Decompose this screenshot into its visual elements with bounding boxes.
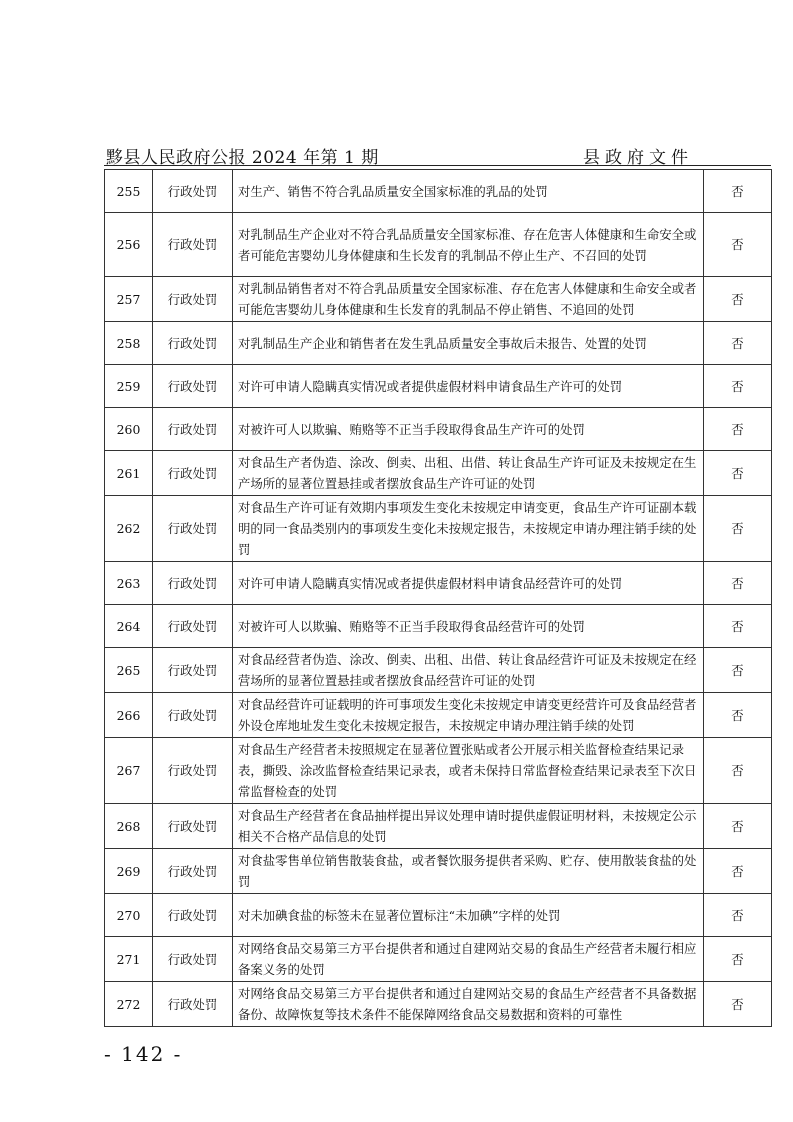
- row-category: 行政处罚: [153, 322, 233, 365]
- row-category: 行政处罚: [153, 170, 233, 213]
- row-category: 行政处罚: [153, 738, 233, 804]
- row-category: 行政处罚: [153, 849, 233, 894]
- table-row: [105, 605, 772, 648]
- row-item: 对被许可人以欺骗、贿赂等不正当手段取得食品经营许可的处罚: [233, 605, 704, 648]
- row-category: 行政处罚: [153, 982, 233, 1027]
- row-number: 257: [105, 277, 153, 322]
- row-flag: 否: [704, 277, 772, 322]
- row-number: 272: [105, 982, 153, 1027]
- row-number: 263: [105, 562, 153, 605]
- row-item: 对食品生产经营者在食品抽样提出异议处理申请时提供虚假证明材料，未按规定公示相关不合格产品信息的处罚: [233, 804, 704, 849]
- row-item: 对被许可人以欺骗、贿赂等不正当手段取得食品生产许可的处罚: [233, 408, 704, 451]
- row-flag: 否: [704, 738, 772, 804]
- row-item: 对生产、销售不符合乳品质量安全国家标准的乳品的处罚: [233, 170, 704, 213]
- row-number: 271: [105, 937, 153, 982]
- row-item: 对未加碘食盐的标签未在显著位置标注“未加碘”字样的处罚: [233, 894, 704, 937]
- items-table-body: [105, 170, 772, 1027]
- row-flag: 否: [704, 937, 772, 982]
- row-number: 270: [105, 894, 153, 937]
- row-category: 行政处罚: [153, 648, 233, 693]
- table-row: [105, 937, 772, 982]
- table-row: [105, 451, 772, 496]
- table-row: [105, 277, 772, 322]
- row-item: 对乳制品销售者对不符合乳品质量安全国家标准、存在危害人体健康和生命安全或者可能危害婴幼儿身体健康和生长发育的乳制品不停止销售、不追回的处罚: [233, 277, 704, 322]
- row-flag: 否: [704, 408, 772, 451]
- table-row: [105, 170, 772, 213]
- row-category: 行政处罚: [153, 365, 233, 408]
- row-item: 对乳制品生产企业和销售者在发生乳品质量安全事故后未报告、处置的处罚: [233, 322, 704, 365]
- row-number: 264: [105, 605, 153, 648]
- row-category: 行政处罚: [153, 408, 233, 451]
- row-item: 对许可申请人隐瞒真实情况或者提供虚假材料申请食品经营许可的处罚: [233, 562, 704, 605]
- row-flag: 否: [704, 605, 772, 648]
- row-flag: 否: [704, 849, 772, 894]
- publication-title: 黟县人民政府公报 2024 年第 1 期: [106, 148, 379, 168]
- row-number: 258: [105, 322, 153, 365]
- row-category: 行政处罚: [153, 693, 233, 738]
- row-flag: 否: [704, 648, 772, 693]
- row-number: 255: [105, 170, 153, 213]
- row-item: 对网络食品交易第三方平台提供者和通过自建网站交易的食品生产经营者未履行相应备案义务的处罚: [233, 937, 704, 982]
- table-row: [105, 213, 772, 277]
- row-category: 行政处罚: [153, 894, 233, 937]
- table-row: [105, 804, 772, 849]
- row-item: 对食盐零售单位销售散装食盐，或者餐饮服务提供者采购、贮存、使用散装食盐的处罚: [233, 849, 704, 894]
- row-number: 265: [105, 648, 153, 693]
- table-row: [105, 982, 772, 1027]
- table-row: [105, 408, 772, 451]
- row-category: 行政处罚: [153, 496, 233, 562]
- table-row: [105, 562, 772, 605]
- table-row: [105, 849, 772, 894]
- row-flag: 否: [704, 894, 772, 937]
- row-number: 259: [105, 365, 153, 408]
- row-item: 对食品生产经营者未按照规定在显著位置张贴或者公开展示相关监督检查结果记录表，撕毁、涂改监督检查结果记录表，或者未保持日常监督检查结果记录表至下次日常监督检查的处罚: [233, 738, 704, 804]
- row-category: 行政处罚: [153, 277, 233, 322]
- row-flag: 否: [704, 213, 772, 277]
- row-number: 266: [105, 693, 153, 738]
- row-number: 256: [105, 213, 153, 277]
- table-row: [105, 648, 772, 693]
- table-row: [105, 496, 772, 562]
- row-category: 行政处罚: [153, 804, 233, 849]
- table-row: [105, 322, 772, 365]
- row-number: 260: [105, 408, 153, 451]
- row-item: 对食品生产者伪造、涂改、倒卖、出租、出借、转让食品生产许可证及未按规定在生产场所的显著位置悬挂或者摆放食品生产许可证的处罚: [233, 451, 704, 496]
- row-number: 261: [105, 451, 153, 496]
- items-table: [104, 169, 772, 1027]
- row-number: 262: [105, 496, 153, 562]
- table-row: [105, 365, 772, 408]
- row-flag: 否: [704, 693, 772, 738]
- page-number: - 142 -: [104, 1042, 183, 1066]
- row-number: 269: [105, 849, 153, 894]
- row-flag: 否: [704, 365, 772, 408]
- row-category: 行政处罚: [153, 451, 233, 496]
- row-flag: 否: [704, 982, 772, 1027]
- row-number: 268: [105, 804, 153, 849]
- table-row: [105, 894, 772, 937]
- row-item: 对网络食品交易第三方平台提供者和通过自建网站交易的食品生产经营者不具备数据备份、故障恢复等技术条件不能保障网络食品交易数据和资料的可靠性: [233, 982, 704, 1027]
- row-flag: 否: [704, 322, 772, 365]
- row-item: 对食品生产许可证有效期内事项发生变化未按规定申请变更，食品生产许可证副本载明的同一食品类别内的事项发生变化未按规定报告，未按规定申请办理注销手续的处罚: [233, 496, 704, 562]
- table-row: [105, 738, 772, 804]
- row-item: 对许可申请人隐瞒真实情况或者提供虚假材料申请食品生产许可的处罚: [233, 365, 704, 408]
- row-category: 行政处罚: [153, 605, 233, 648]
- header-divider: [104, 165, 771, 166]
- row-item: 对乳制品生产企业对不符合乳品质量安全国家标准、存在危害人体健康和生命安全或者可能危害婴幼儿身体健康和生长发育的乳制品不停止生产、不召回的处罚: [233, 213, 704, 277]
- row-category: 行政处罚: [153, 562, 233, 605]
- row-item: 对食品经营者伪造、涂改、倒卖、出租、出借、转让食品经营许可证及未按规定在经营场所的显著位置悬挂或者摆放食品经营许可证的处罚: [233, 648, 704, 693]
- row-flag: 否: [704, 496, 772, 562]
- table-row: [105, 693, 772, 738]
- row-item: 对食品经营许可证载明的许可事项发生变化未按规定申请变更经营许可及食品经营者外设仓库地址发生变化未按规定报告，未按规定申请办理注销手续的处罚: [233, 693, 704, 738]
- row-category: 行政处罚: [153, 213, 233, 277]
- row-flag: 否: [704, 562, 772, 605]
- section-title: 县政府文件: [583, 148, 693, 168]
- row-flag: 否: [704, 451, 772, 496]
- row-flag: 否: [704, 170, 772, 213]
- row-number: 267: [105, 738, 153, 804]
- row-flag: 否: [704, 804, 772, 849]
- row-category: 行政处罚: [153, 937, 233, 982]
